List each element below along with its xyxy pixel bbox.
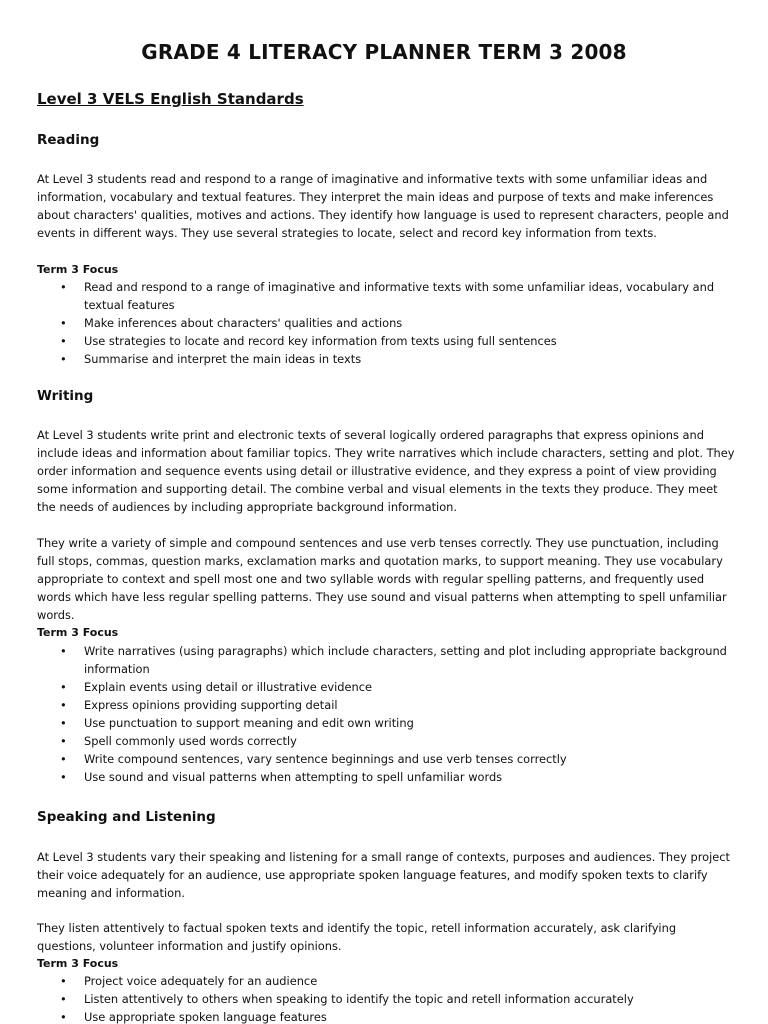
focus-list-item <box>37 278 727 314</box>
focus-list-item <box>37 696 727 714</box>
writing-focus-label: Term 3 Focus <box>37 626 119 639</box>
speaking-focus-label: Term 3 Focus <box>37 957 119 970</box>
focus-item-text: Make inferences about characters' qualities and actions <box>84 316 403 330</box>
bullet-dot: • <box>60 316 67 330</box>
speaking-heading: Speaking and Listening <box>37 809 216 825</box>
writing-paragraph-1: At Level 3 students write print and electronic texts of several logically ordered paragraphs that express opinions and include ideas and information about familiar topics. They write narratives which include characters, setting and plot. They order information and sequence events using detail or illustrative evidence, and they express a point of view providing some information and supporting detail. The combine verbal and visual elements in the texts they produce. They meet the needs of audiences by including appropriate background information. <box>37 428 735 514</box>
writing-heading: Writing <box>37 388 94 404</box>
focus-item-text: Express opinions providing supporting detail <box>84 698 338 712</box>
bullet-dot: • <box>60 644 67 658</box>
bullet-dot: • <box>60 734 67 748</box>
speaking-focus-list <box>37 972 727 1024</box>
focus-item-text: Use strategies to locate and record key information from texts using full sentences <box>84 334 557 348</box>
focus-item-text: Summarise and interpret the main ideas in texts <box>84 352 362 366</box>
speaking-paragraph-1: At Level 3 students vary their speaking and listening for a small range of contexts, purposes and audiences. They project their voice adequately for an audience, use appropriate spoken language features, and modify spoken texts to clarify meaning and information. <box>37 850 731 900</box>
reading-focus-label: Term 3 Focus <box>37 263 119 276</box>
writing-focus-list <box>37 642 727 786</box>
focus-list-item <box>37 332 727 350</box>
focus-item-text: Write compound sentences, vary sentence beginnings and use verb tenses correctly <box>84 752 567 766</box>
focus-list-item <box>37 732 727 750</box>
bullet-dot: • <box>60 752 67 766</box>
standards-heading: Level 3 VELS English Standards <box>37 90 304 108</box>
focus-list-item <box>37 350 727 368</box>
focus-item-text: Use sound and visual patterns when attempting to spell unfamiliar words <box>84 770 503 784</box>
focus-item-text: Project voice adequately for an audience <box>84 974 318 988</box>
bullet-dot: • <box>60 974 67 988</box>
focus-item-text: Write narratives (using paragraphs) which include characters, setting and plot including appropriate background information <box>84 644 727 676</box>
focus-item-text: Explain events using detail or illustrative evidence <box>84 680 373 694</box>
reading-heading: Reading <box>37 132 100 148</box>
focus-list-item <box>37 1008 727 1024</box>
writing-paragraph-2: They write a variety of simple and compound sentences and use verb tenses correctly. They use punctuation, including full stops, commas, question marks, exclamation marks and quotation marks, to support meaning. They use vocabulary appropriate to context and spell most one and two syllable words with regular spelling patterns, and frequently used words which have less regular spelling patterns. They use sound and visual patterns when attempting to spell unfamiliar words. <box>37 536 727 622</box>
focus-item-text: Use appropriate spoken language features <box>84 1010 327 1024</box>
focus-item-text: Spell commonly used words correctly <box>84 734 297 748</box>
bullet-dot: • <box>60 352 67 366</box>
speaking-paragraph-2: They listen attentively to factual spoken texts and identify the topic, retell information accurately, ask clarifying questions, volunteer information and justify opinions. <box>37 921 677 953</box>
focus-list-item <box>37 750 727 768</box>
page-title: GRADE 4 LITERACY PLANNER TERM 3 2008 <box>141 40 627 64</box>
focus-list-item <box>37 642 727 678</box>
bullet-dot: • <box>60 280 67 294</box>
focus-item-text: Listen attentively to others when speaking to identify the topic and retell information accurately <box>84 992 634 1006</box>
focus-item-text: Use punctuation to support meaning and edit own writing <box>84 716 414 730</box>
focus-list-item <box>37 990 727 1008</box>
bullet-dot: • <box>60 992 67 1006</box>
focus-list-item <box>37 678 727 696</box>
bullet-dot: • <box>60 716 67 730</box>
bullet-dot: • <box>60 334 67 348</box>
focus-list-item <box>37 314 727 332</box>
focus-item-text: Read and respond to a range of imaginative and informative texts with some unfamiliar ideas, vocabulary and textual features <box>84 280 715 312</box>
bullet-dot: • <box>60 1010 67 1024</box>
bullet-dot: • <box>60 680 67 694</box>
focus-list-item <box>37 972 727 990</box>
bullet-dot: • <box>60 770 67 784</box>
focus-list-item <box>37 768 727 786</box>
reading-paragraph: At Level 3 students read and respond to a range of imaginative and informative texts with some unfamiliar ideas and information, vocabulary and textual features. They interpret the main ideas and purpose of texts and make inferences about characters' qualities, motives and actions. They identify how language is used to represent characters, people and events in different ways. They use several strategies to locate, select and record key information from texts. <box>37 172 729 240</box>
bullet-dot: • <box>60 698 67 712</box>
reading-focus-list <box>37 278 727 368</box>
focus-list-item <box>37 714 727 732</box>
